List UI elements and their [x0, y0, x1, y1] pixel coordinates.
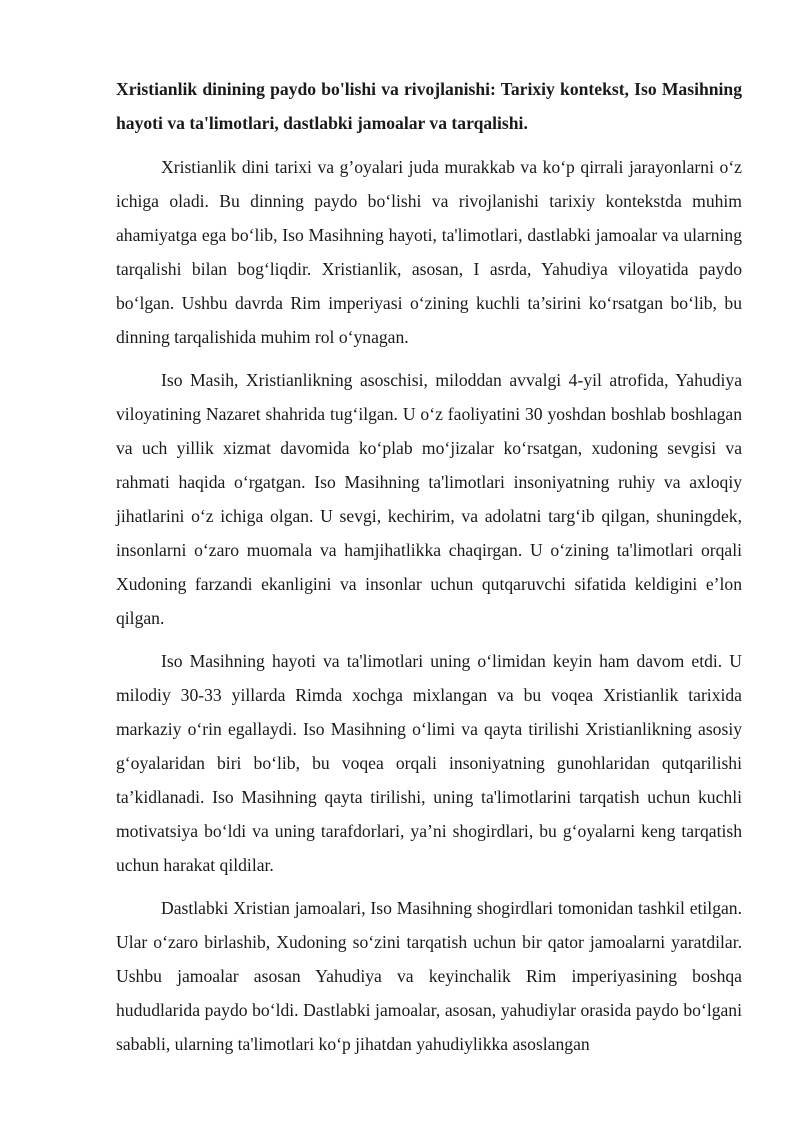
paragraph-jesus-life: Iso Masih, Xristianlikning asoschisi, miloddan avvalgi 4-yil atrofida, Yahudiya viloyatining Nazaret shahrida tug‘ilgan. U o‘z faoliyatini 30 yoshdan boshlab boshlagan va uch yillik xizmat davomida ko‘plab mo‘jizalar ko‘rsatgan, xudoning sevgisi va rahmati haqida o‘rgatgan. Iso Masihning ta'limotlari insoniyatning ruhiy va axloqiy jihatlarini o‘z ichiga olgan. U sevgi, kechirim, va adolatni targ‘ib qilgan, shuningdek, insonlarni o‘zaro muomala va hamjihatlikka chaqirgan. U o‘zining ta'limotlari orqali Xudoning farzandi ekanligini va insonlar uchun qutqaruvchi sifatida keldigini e’lon qilgan.: [116, 370, 742, 628]
paragraph-early-communities: Dastlabki Xristian jamoalari, Iso Masihning shogirdlari tomonidan tashkil etilgan. Ular o‘zaro birlashib, Xudoning so‘zini tarqatish uchun bir qator jamoalarni yaratdilar. Ushbu jamoalar asosan Yahudiya va keyinchalik Rim imperiyasining boshqa hududlarida paydo bo‘ldi. Dastlabki jamoalar, asosan, yahudiylar orasida paydo bo‘lgani sababli, ularning ta'limotlari ko‘p jihatdan yahudiylikka asoslangan: [116, 898, 742, 1054]
paragraph-death-resurrection: Iso Masihning hayoti va ta'limotlari uning o‘limidan keyin ham davom etdi. U milodiy 30-33 yillarda Rimda xochga mixlangan va bu voqea Xristianlik tarixida markaziy o‘rin egallaydi. Iso Masihning o‘limi va qayta tirilishi Xristianlikning asosiy g‘oyalaridan biri bo‘lib, bu voqea orqali insoniyatning gunohlaridan qutqarilishi ta’kidlanadi. Iso Masihning qayta tirilishi, uning ta'limotlarini tarqatish uchun kuchli motivatsiya bo‘ldi va uning tarafdorlari, ya’ni shogirdlari, bu g‘oyalarni keng tarqatish uchun harakat qildilar.: [116, 651, 742, 875]
document-page: [116, 72, 742, 1070]
paragraph-origins: Xristianlik dini tarixi va g’oyalari juda murakkab va ko‘p qirrali jarayonlarni o‘z ichiga oladi. Bu dinning paydo bo‘lishi va rivojlanishi tarixiy kontekstda muhim ahamiyatga ega bo‘lib, Iso Masihning hayoti, ta'limotlari, dastlabki jamoalar va ularning tarqalishi bilan bog‘liqdir. Xristianlik, asosan, I asrda, Yahudiya viloyatida paydo bo‘lgan. Ushbu davrda Rim imperiyasi o‘zining kuchli ta’sirini ko‘rsatgan bo‘lib, bu dinning tarqalishida muhim rol o‘ynagan.: [116, 157, 742, 347]
document-title: Xristianlik dinining paydo bo'lishi va rivojlanishi: Tarixiy kontekst, Iso Masihning hayoti va ta'limotlari, dastlabki jamoalar va tarqalishi.: [116, 79, 742, 133]
